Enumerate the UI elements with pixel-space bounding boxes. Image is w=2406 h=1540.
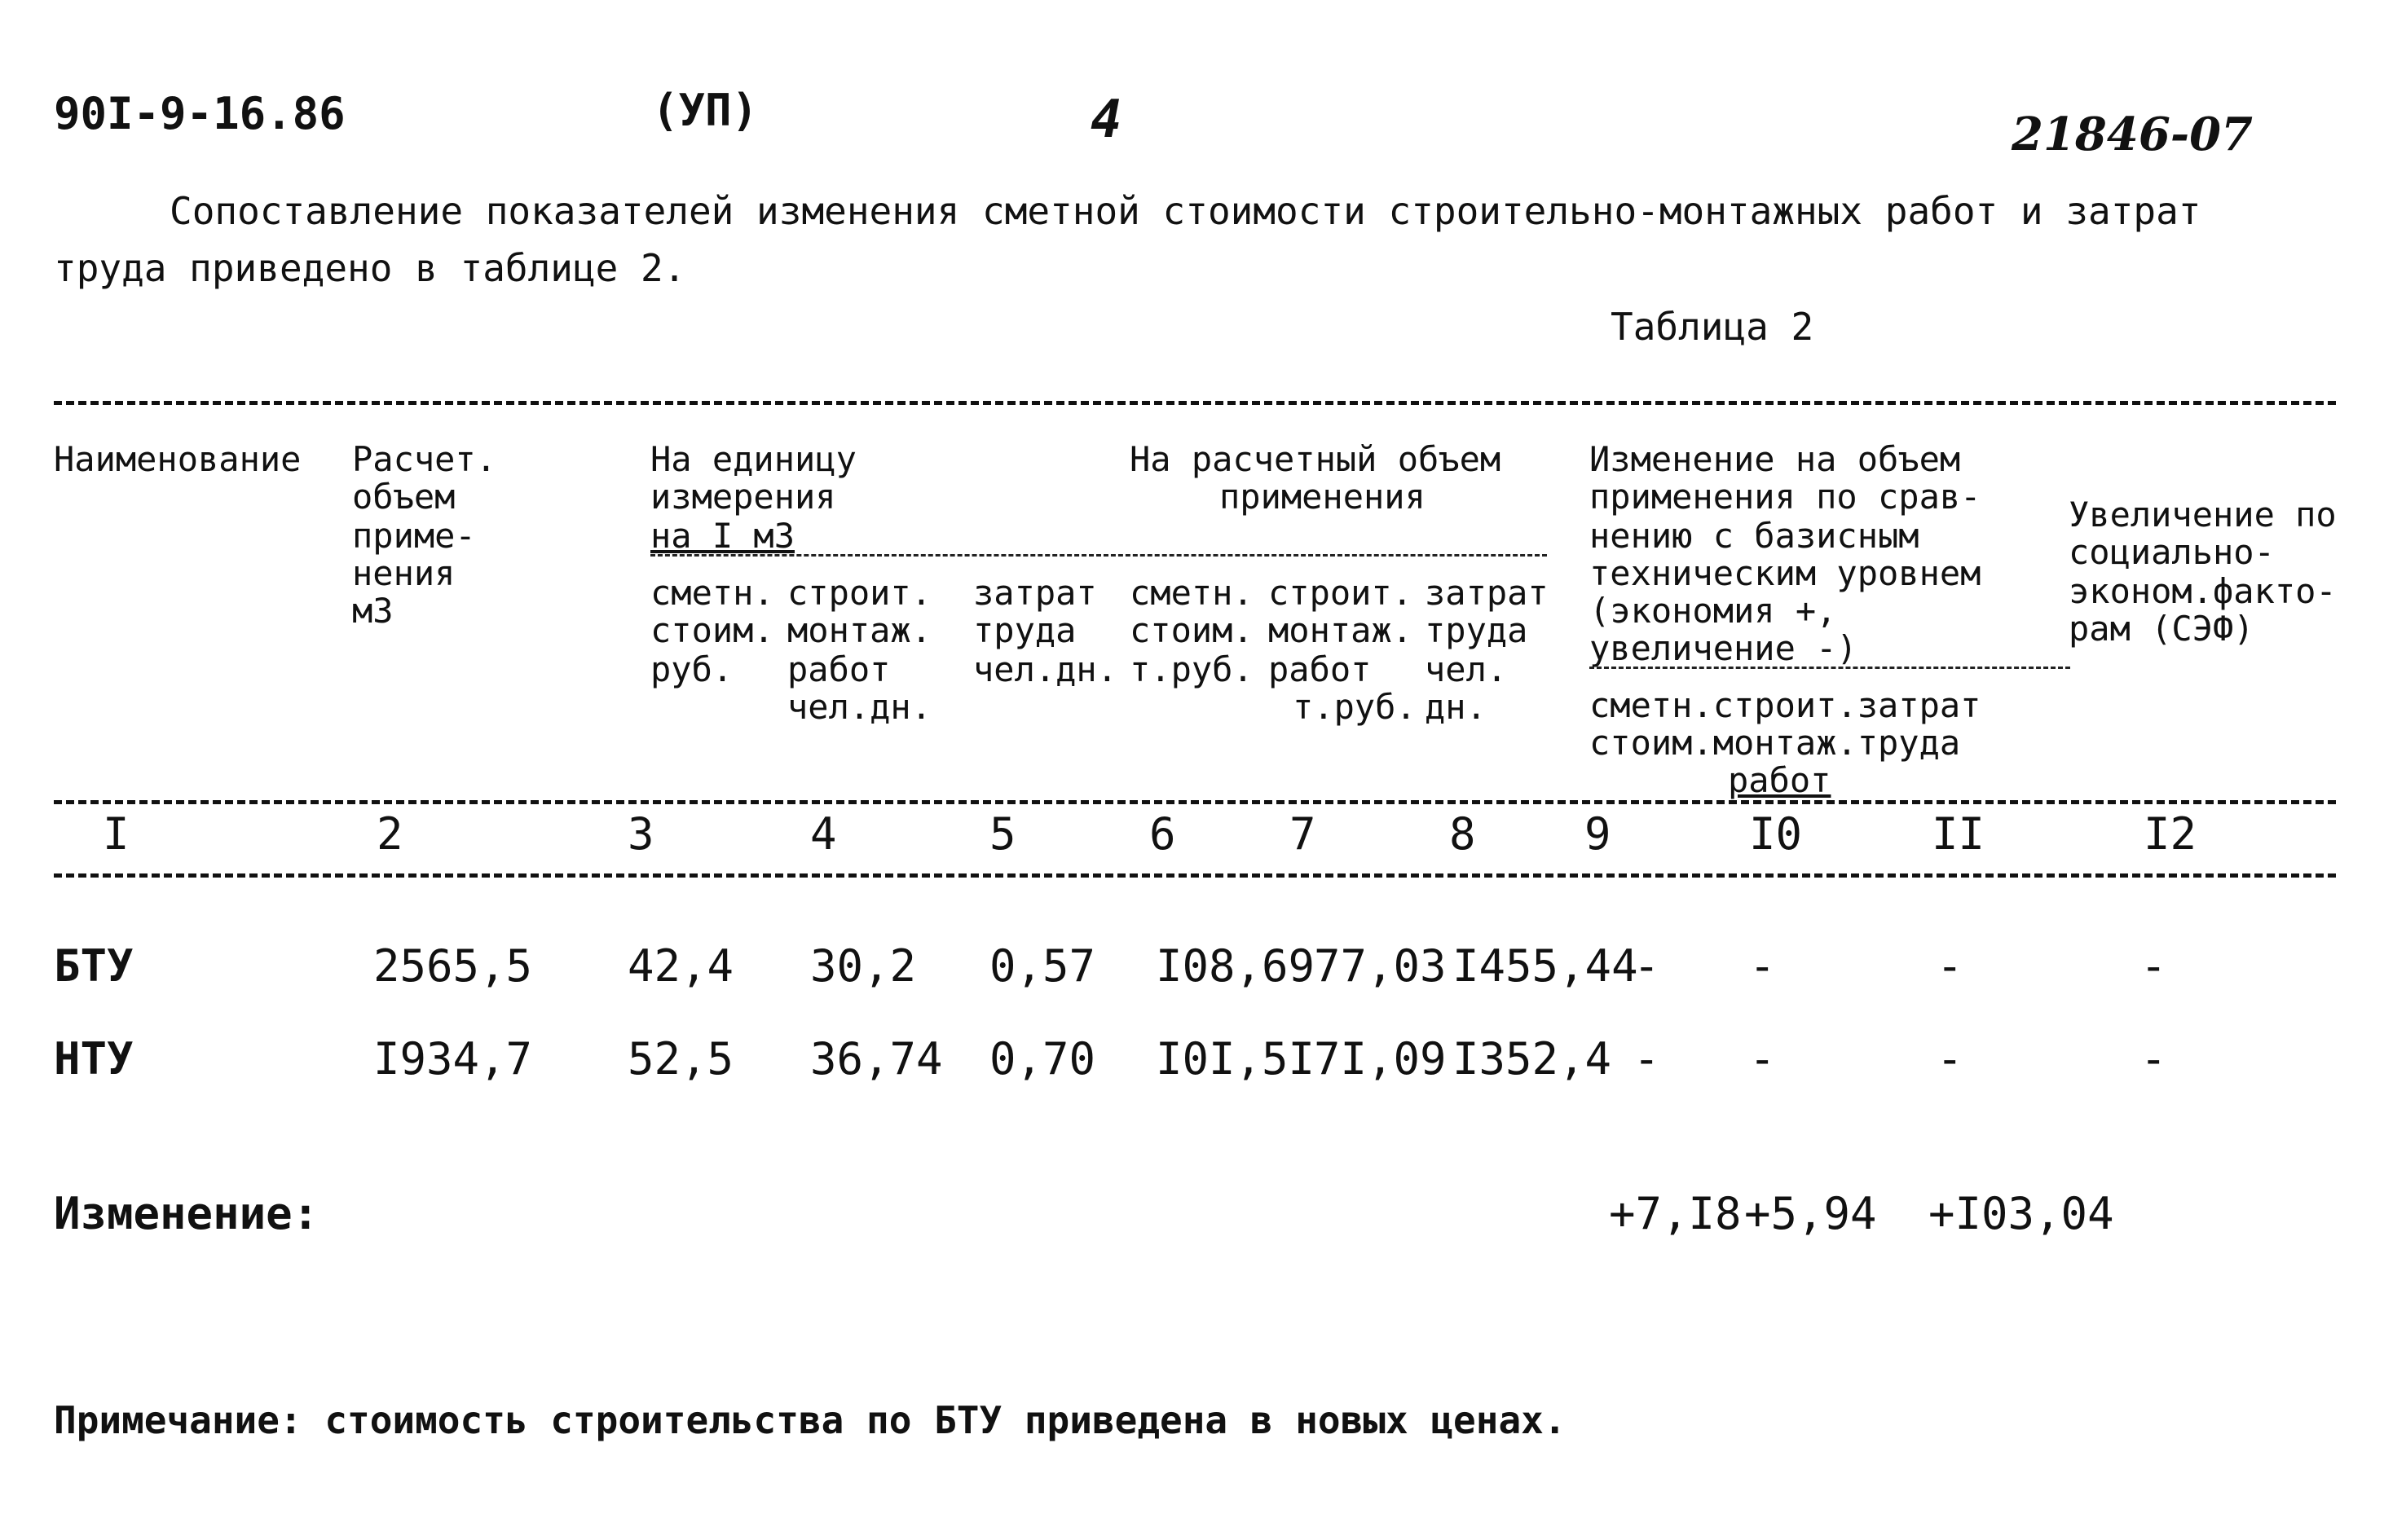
table-numbers-rule bbox=[54, 873, 2336, 878]
table-cell: - bbox=[1937, 1033, 1963, 1085]
calc-volume-line: На расчетный объем bbox=[1130, 439, 1501, 479]
table-cell: 2565,5 bbox=[373, 940, 533, 992]
change-value: +I03,04 bbox=[1928, 1188, 2114, 1239]
col-header-volume-line: Расчет. bbox=[352, 439, 497, 479]
table-cell: I455,44 bbox=[1452, 940, 1638, 992]
table-cell: - bbox=[1633, 940, 1660, 992]
c4-line: монтаж. bbox=[787, 610, 932, 650]
table-cell: I0I,5I bbox=[1156, 1033, 1315, 1085]
col-header-name: Наименование bbox=[54, 439, 302, 479]
c5-line: затрат bbox=[973, 573, 1097, 613]
c7-line: работ bbox=[1268, 649, 1372, 689]
c3-line: руб. bbox=[650, 649, 734, 689]
change-group-line: применения по срав- bbox=[1589, 477, 1981, 517]
c7-line: монтаж. bbox=[1268, 610, 1413, 650]
social-line: Увеличение по bbox=[2069, 495, 2337, 535]
c9-11-line: стоим.монтаж.труда bbox=[1589, 723, 1961, 763]
c3-line: сметн. bbox=[650, 573, 774, 613]
c8-line: затрат bbox=[1425, 573, 1549, 613]
c7-line: строит. bbox=[1268, 573, 1413, 613]
table-cell: 42,4 bbox=[628, 940, 734, 992]
table-cell: I352,4 bbox=[1452, 1033, 1612, 1085]
col-number: 2 bbox=[377, 808, 403, 860]
col-number: I0 bbox=[1749, 808, 1803, 860]
page-number: 4 bbox=[1091, 90, 1122, 150]
change-value: +7,I8 bbox=[1609, 1188, 1742, 1239]
c6-line: сметн. bbox=[1130, 573, 1254, 613]
col-header-volume-line: приме- bbox=[352, 516, 476, 556]
c4-line: строит. bbox=[787, 573, 932, 613]
col-header-volume-line: объем bbox=[352, 477, 456, 517]
doc-code: 90I-9-16.86 bbox=[54, 88, 346, 139]
row-name: НТУ bbox=[54, 1033, 134, 1085]
table-cell: - bbox=[2140, 940, 2167, 992]
c9-11-line: сметн.строит.затрат bbox=[1589, 685, 1981, 725]
subgroup-rule-right bbox=[1589, 667, 2070, 669]
col-number: I bbox=[103, 808, 130, 860]
c3-line: стоим. bbox=[650, 610, 774, 650]
change-group-line: Изменение на объем bbox=[1589, 439, 1961, 479]
col-number: 6 bbox=[1149, 808, 1176, 860]
col-number: 8 bbox=[1449, 808, 1476, 860]
col-number: 5 bbox=[989, 808, 1016, 860]
table-cell: 77,03 bbox=[1314, 940, 1447, 992]
row-name: БТУ bbox=[54, 940, 134, 992]
change-group-line: техническим уровнем bbox=[1589, 553, 1981, 593]
table-cell: - bbox=[1749, 1033, 1776, 1085]
table-cell: 7I,09 bbox=[1314, 1033, 1447, 1085]
table-header-rule bbox=[54, 800, 2336, 804]
col-number: 3 bbox=[628, 808, 654, 860]
per-unit-line: измерения bbox=[650, 477, 836, 517]
col-number: 9 bbox=[1584, 808, 1611, 860]
footnote: Примечание: стоимость строительства по БТУ приведена в новых ценах. bbox=[54, 1398, 1567, 1442]
col-header-volume-line: м3 bbox=[352, 591, 394, 631]
c8-line: дн. bbox=[1425, 687, 1487, 727]
col-number: I2 bbox=[2144, 808, 2197, 860]
col-number: II bbox=[1932, 808, 1985, 860]
per-unit-line: на I м3 bbox=[650, 516, 795, 556]
c4-line: чел.дн. bbox=[787, 687, 932, 727]
table-cell: 0,70 bbox=[989, 1033, 1096, 1085]
per-unit-line: На единицу bbox=[650, 439, 857, 479]
col-number: 4 bbox=[810, 808, 837, 860]
c8-line: чел. bbox=[1425, 649, 1508, 689]
calc-volume-line: применения bbox=[1219, 477, 1426, 517]
table-cell: 36,74 bbox=[810, 1033, 943, 1085]
social-line: рам (СЭФ) bbox=[2069, 609, 2254, 649]
table-top-rule bbox=[54, 401, 2336, 405]
table-cell: - bbox=[2140, 1033, 2167, 1085]
change-group-line: увеличение -) bbox=[1589, 628, 1857, 668]
table-cell: - bbox=[1749, 940, 1776, 992]
col-number: 7 bbox=[1289, 808, 1316, 860]
table-cell: I934,7 bbox=[373, 1033, 533, 1085]
c8-line: труда bbox=[1425, 610, 1528, 650]
c4-line: работ bbox=[787, 649, 891, 689]
social-line: социально- bbox=[2069, 532, 2275, 572]
col-header-volume-line: нения bbox=[352, 553, 456, 593]
change-value: +5,94 bbox=[1744, 1188, 1877, 1239]
table-cell: - bbox=[1937, 940, 1963, 992]
change-group-line: (экономия +, bbox=[1589, 591, 1837, 631]
table-cell: 30,2 bbox=[810, 940, 917, 992]
table-cell: - bbox=[1633, 1033, 1660, 1085]
doc-section: (УП) bbox=[652, 85, 759, 136]
table-caption: Таблица 2 bbox=[1611, 305, 1814, 349]
c7-line: т.руб. bbox=[1293, 687, 1417, 727]
table-cell: 0,57 bbox=[989, 940, 1096, 992]
subgroup-rule-left bbox=[650, 554, 1547, 557]
c5-line: труда bbox=[973, 610, 1077, 650]
c6-line: т.руб. bbox=[1130, 649, 1254, 689]
table-cell: 52,5 bbox=[628, 1033, 734, 1085]
intro-line-1: Сопоставление показателей изменения сметной стоимости строительно-монтажных работ и затрат bbox=[170, 189, 2201, 233]
c6-line: стоим. bbox=[1130, 610, 1254, 650]
social-line: эконом.факто- bbox=[2069, 571, 2337, 611]
change-group-line: нению с базисным bbox=[1589, 516, 1919, 556]
c5-line: чел.дн. bbox=[973, 649, 1118, 689]
c9-11-line: работ bbox=[1728, 760, 1831, 800]
change-label: Изменение: bbox=[54, 1188, 319, 1239]
table-cell: I08,69 bbox=[1156, 940, 1315, 992]
intro-line-2: труда приведено в таблице 2. bbox=[54, 246, 686, 290]
archive-number: 21846-07 bbox=[2012, 108, 2253, 161]
